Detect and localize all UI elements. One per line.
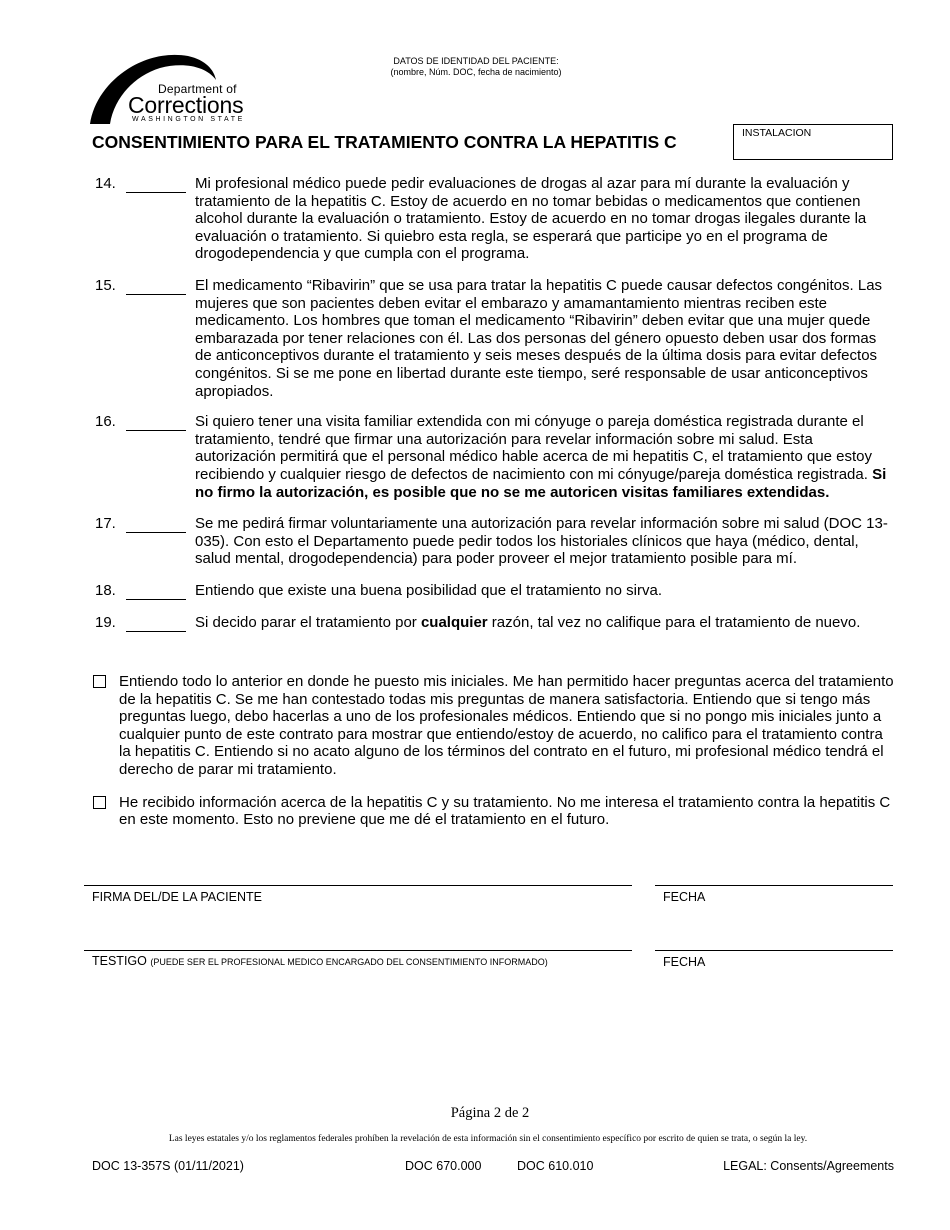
patient-id-label: DATOS DE IDENTIDAD DEL PACIENTE: (nombre, Núm. DOC, fecha de nacimiento) (390, 56, 562, 77)
form-number: DOC 13-357S (01/11/2021) (92, 1159, 244, 1173)
item-number: 19. (95, 614, 116, 632)
item-text: Entiendo que existe una buena posibilidad que el tratamiento no sirva. (195, 581, 662, 599)
consent-check-decline (92, 794, 897, 829)
legal-notice: Las leyes estatales y/o los reglamentos federales prohíben la revelación de esta información sin el consentimiento específico por escrito de quien se trata, o según la ley. (168, 1134, 808, 1144)
form-title: CONSENTIMIENTO PARA EL TRATAMIENTO CONTRA LA HEPATITIS C (92, 132, 677, 152)
item-number: 14. (95, 175, 116, 192)
item-text: Se me pedirá firmar voluntariamente una autorización para revelar información sobre mi salud (DOC 13-035). Con esto el Departamento puede pedir todos los historiales clínicos que haya (médico, dental, salud mental, drogodependencia) para poder proveer el mejor tratamiento posible para mí. (195, 515, 888, 568)
patient-signature-line[interactable] (84, 885, 632, 886)
item-text: El medicamento “Ribavirin” que se usa para tratar la hepatitis C puede causar defectos congénitos. Las mujeres que son pacientes deben evitar el embarazo y amamantamiento mientras reciben este medicamento. Los hombres que toman el medicamento “Ribavirin” deben evitar que una mujer quede embarazada por tener relaciones con él. Las dos personas del género opuesto deben usar dos formas de anticonceptivos durante el tratamiento y seis meses después de la última dosis para evitar defectos congénitos. Si se me pone en libertad durante este tiempo, seré responsable de usar anticonceptivos apropiados. (195, 276, 883, 400)
check-text: Entiendo todo lo anterior en donde he puesto mis iniciales. Me han permitido hacer preguntas acerca del tratamiento de la hepatitis C. Se me han contestado todas mis preguntas de manera satisfactoria. Entiendo que si tengo más preguntas luego, debo hacerlas a uno de los profesionales médicos. Entiendo que si no pongo mis iniciales junto a cualquier punto de este contrato para mostrar que entiendo/estoy de acuerdo, no califico para el tratamiento contra la hepatitis C. Entiendo si no acato alguno de los términos del contrato en el futuro, mi profesional médico tendrá el derecho de parar mi tratamiento. (119, 673, 894, 778)
facility-field[interactable] (733, 124, 893, 160)
witness-date-line[interactable] (655, 950, 893, 951)
policy-reference-2: DOC 610.010 (517, 1159, 594, 1173)
patient-date-label: FECHA (663, 890, 706, 904)
logo-corrections-text: Corrections (128, 92, 244, 118)
witness-note: (PUEDE SER EL PROFESIONAL MEDICO ENCARGADO DEL CONSENTIMIENTO INFORMADO) (150, 957, 548, 967)
consent-item-15 (92, 277, 897, 400)
item-bold-text: Si no firmo la autorización, es posible que no se me autoricen visitas familiares extendidas. (195, 465, 887, 501)
initials-field-18[interactable] (126, 599, 186, 600)
item-text: Si decido parar el tratamiento por (195, 614, 421, 632)
logo-department-text: Department of (158, 82, 237, 96)
consent-check-agree (92, 673, 897, 779)
item-bold-text: cualquier (420, 614, 488, 632)
check-text: He recibido información acerca de la hepatitis C y su tratamiento. No me interesa el tratamiento contra la hepatitis C en este momento. Esto no previene que me dé el tratamiento en el futuro. (119, 793, 891, 829)
patient-date-line[interactable] (655, 885, 893, 886)
consent-item-14 (92, 175, 897, 263)
item-number: 15. (95, 276, 116, 294)
item-number: 17. (95, 515, 116, 533)
initials-field-15[interactable] (126, 294, 186, 295)
initials-field-14[interactable] (126, 192, 186, 193)
decline-checkbox[interactable] (93, 796, 106, 809)
form-category: LEGAL: Consents/Agreements (723, 1159, 894, 1173)
item-text: Si quiero tener una visita familiar extendida con mi cónyuge o pareja doméstica registrada durante el tratamiento, tendré que firmar una autorización para revelar información sobre mi salud. Esta autorización permitirá que el personal médico hable acerca de mi hepatitis C, el tratamiento que estoy recibiendo y cualquier riesgo de defectos de nacimiento con mi cónyuge/pareja doméstica registrada. (195, 413, 873, 483)
witness-date-label: FECHA (663, 955, 706, 969)
consent-item-19 (92, 614, 897, 632)
witness-signature-label: TESTIGO (PUEDE SER EL PROFESIONAL MEDICO ENCARGADO DEL CONSENTIMIENTO INFORMADO) (92, 954, 548, 968)
initials-field-17[interactable] (126, 532, 186, 533)
consent-item-18 (92, 582, 897, 600)
doc-logo (88, 52, 268, 126)
initials-field-16[interactable] (126, 430, 186, 431)
item-text: Mi profesional médico puede pedir evaluaciones de drogas al azar para mí durante la evaluación y tratamiento de la hepatitis C. Estoy de acuerdo en no tomar bebidas o medicamentos que contienen alcohol durante la evaluación o tratamiento. Estoy de acuerdo en no tomar drogas ilegales durante la evaluación o tratamiento. Si quiebro esta regla, se esperará que participe yo en el programa de drogodependencia y que cumpla con el programa. (195, 175, 867, 263)
logo-state-text: WASHINGTON STATE (132, 116, 245, 123)
consent-items (92, 175, 897, 632)
patient-signature-label: FIRMA DEL/DE LA PACIENTE (92, 890, 262, 904)
item-number: 18. (95, 581, 116, 599)
item-number: 16. (95, 413, 116, 431)
consent-item-16 (92, 413, 897, 501)
witness-signature-line[interactable] (84, 950, 632, 951)
consent-checkboxes (92, 673, 897, 829)
item-text-after: razón, tal vez no califique para el tratamiento de nuevo. (487, 614, 861, 632)
agree-checkbox[interactable] (93, 675, 106, 688)
facility-label: INSTALACION (742, 127, 812, 139)
page-number: Página 2 de 2 (450, 1105, 530, 1121)
initials-field-19[interactable] (126, 631, 186, 632)
policy-reference-1: DOC 670.000 (405, 1159, 482, 1173)
consent-item-17 (92, 515, 897, 568)
